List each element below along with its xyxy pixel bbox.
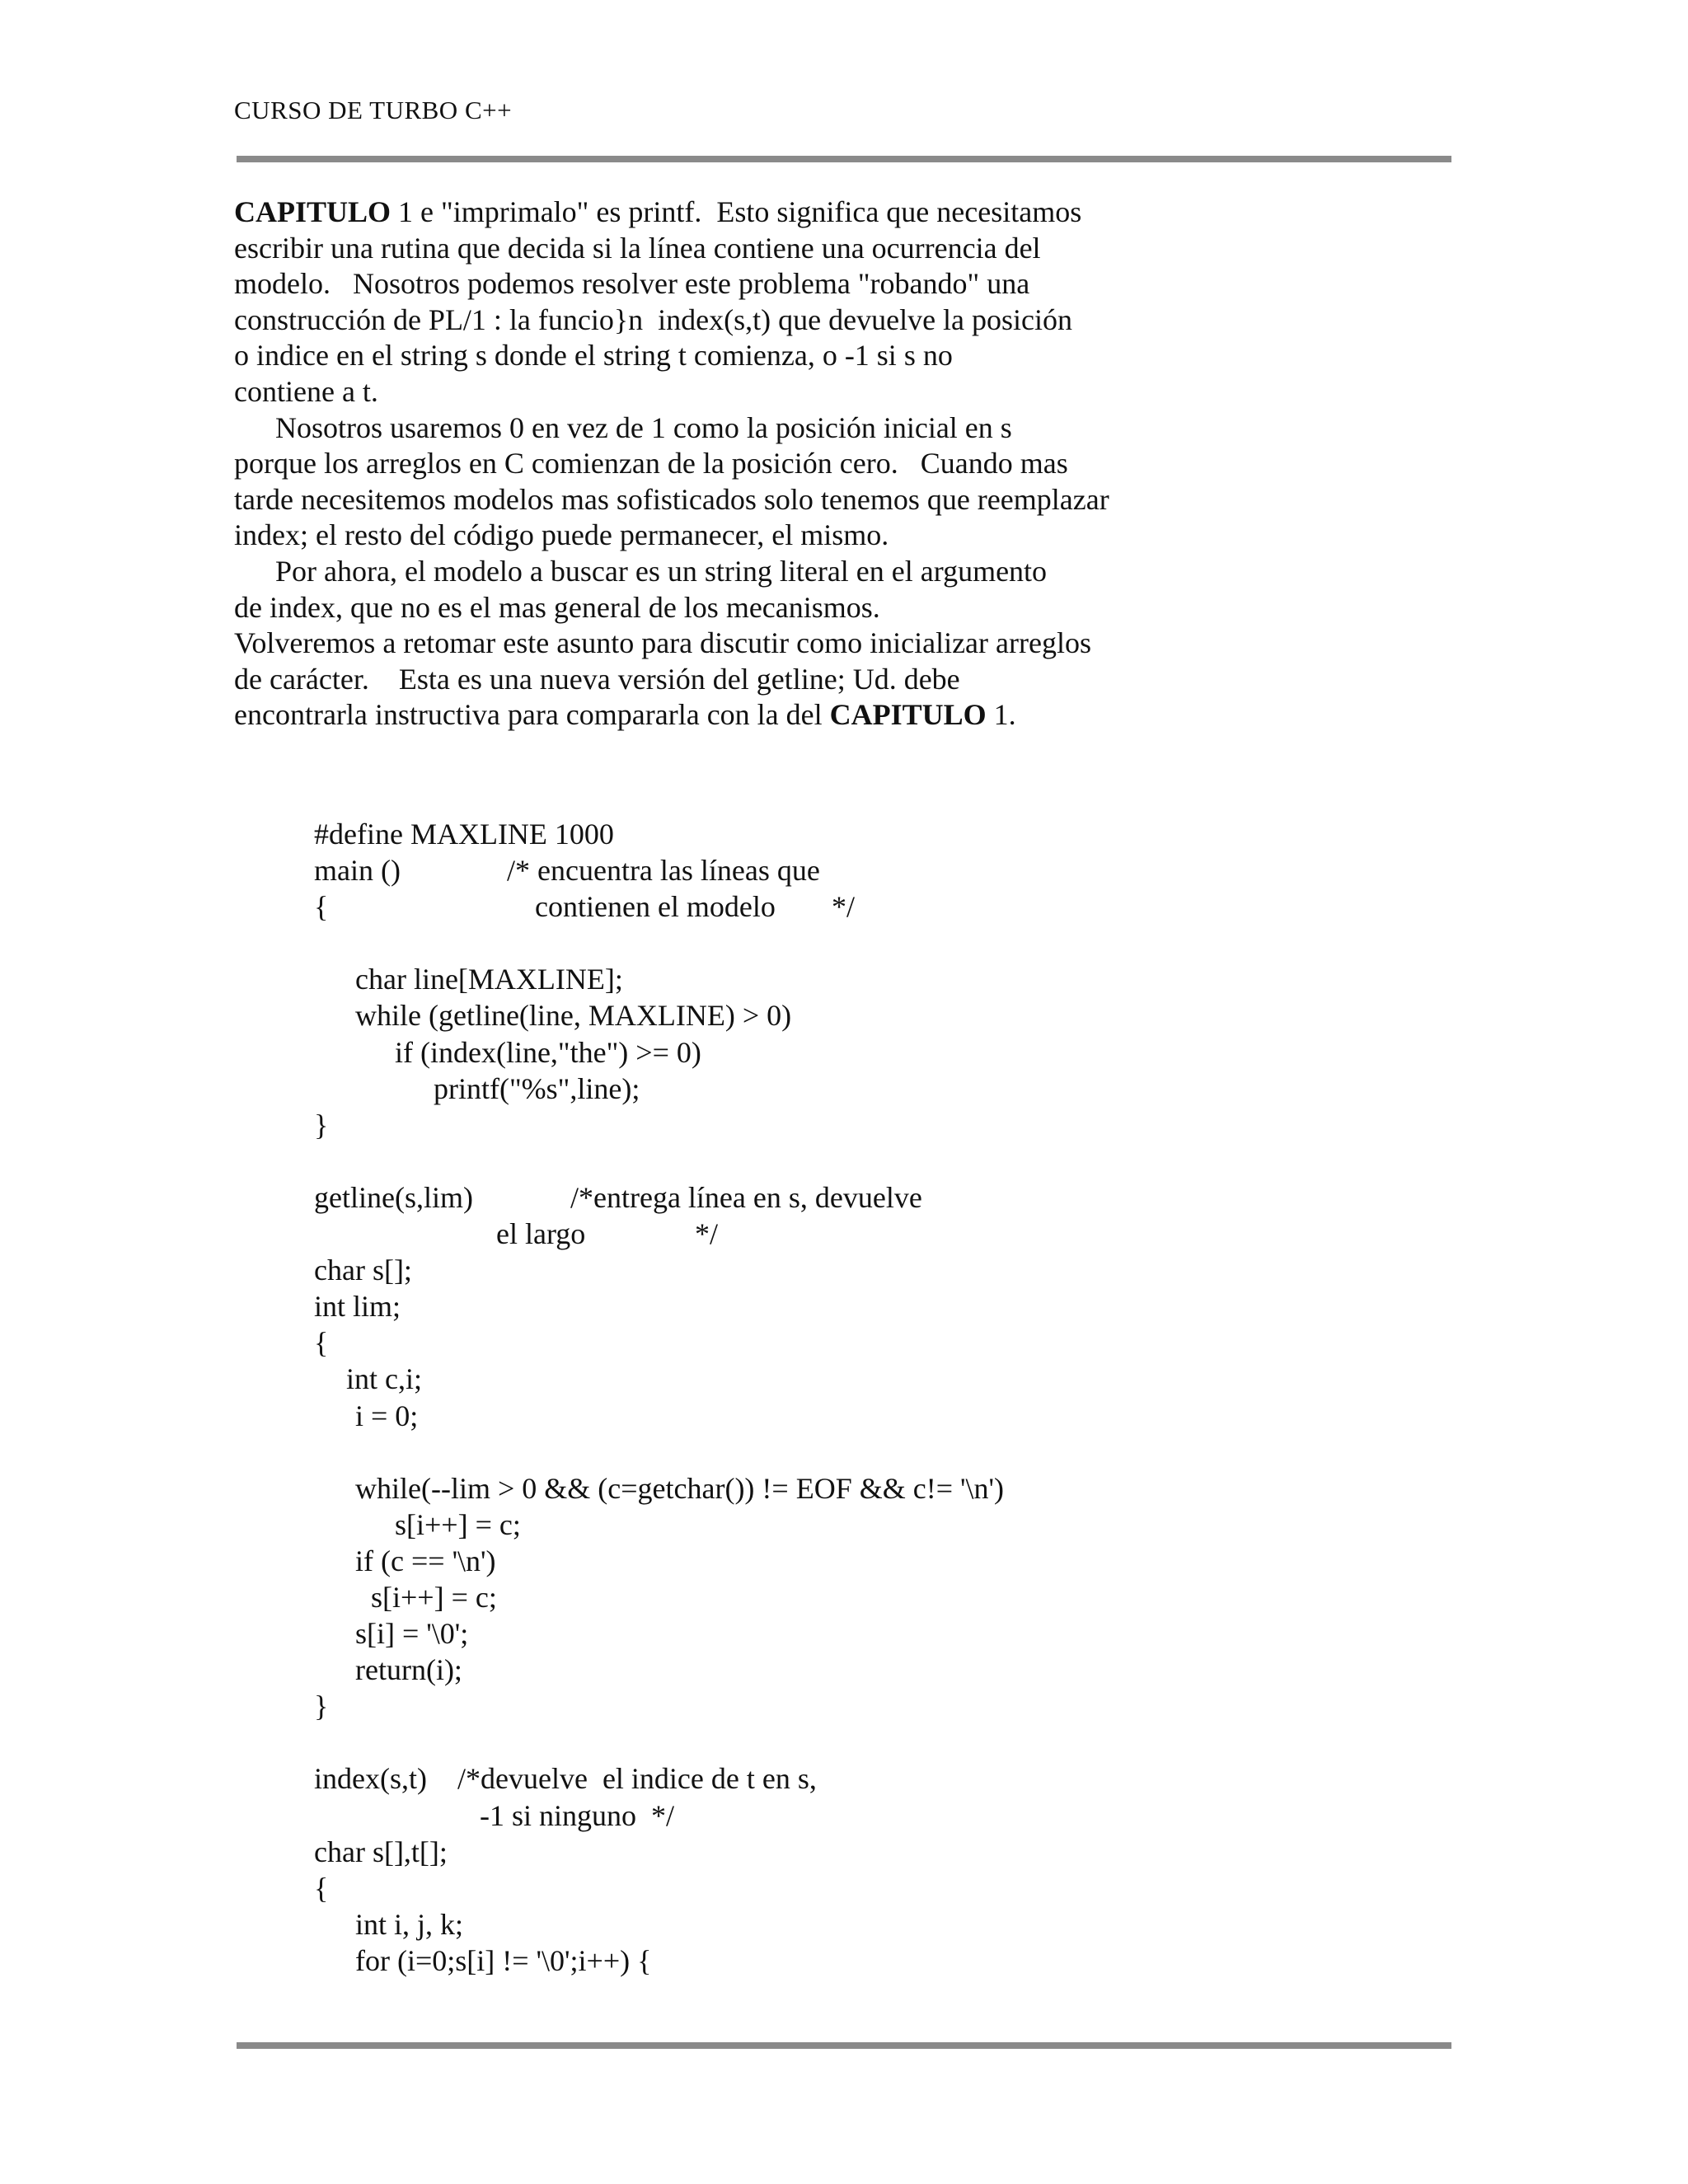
text-line-content: 1. <box>986 698 1016 732</box>
code-line <box>314 816 1386 852</box>
code-text: #define MAXLINE 1000 <box>314 818 614 851</box>
code-line <box>314 961 1386 997</box>
code-line <box>314 1834 1386 1870</box>
code-text: s[i] = '\0'; <box>355 1617 469 1651</box>
code-line <box>314 1179 1386 1216</box>
code-line <box>314 1361 1386 1397</box>
text-line: Nosotros usaremos 0 en vez de 1 como la posición inicial en s <box>275 410 1012 444</box>
text-line: escribir una rutina que decida si la línea contiene una ocurrencia del <box>234 231 1041 265</box>
text-line: tarde necesitemos modelos mas sofisticados solo tenemos que reemplazar <box>234 482 1109 516</box>
text-line: Por ahora, el modelo a buscar es un string literal en el argumento <box>275 554 1048 588</box>
code-text: { <box>314 1871 329 1905</box>
code-line <box>314 1398 1386 1434</box>
code-line <box>314 997 1386 1033</box>
code-line <box>314 1470 1386 1507</box>
text-line-content: encontrarla instructiva para compararla con la del <box>234 698 830 732</box>
code-line <box>314 1797 1386 1834</box>
code-comment: /*entrega línea en s, devuelve <box>570 1180 922 1214</box>
code-line <box>314 1107 1386 1143</box>
code-text: int lim; <box>314 1290 401 1324</box>
text-line <box>234 194 1454 231</box>
code-text: getline(s,lim) <box>314 1180 473 1214</box>
code-blank-line <box>314 1143 1386 1179</box>
code-comment: /*devuelve el indice de t en s, <box>457 1762 817 1796</box>
code-text: } <box>314 1108 329 1141</box>
chapter-ref: CAPITULO <box>829 698 987 732</box>
chapter-ref: CAPITULO <box>234 195 392 228</box>
code-text: int c,i; <box>346 1362 422 1396</box>
code-blank-line <box>314 1724 1386 1760</box>
code-line <box>314 1324 1386 1361</box>
code-line <box>314 1543 1386 1579</box>
text-line: construcción de PL/1 : la funcio}n index(s,t) que devuelve la posición <box>234 302 1073 336</box>
code-comment: /* encuentra las líneas que <box>507 854 820 888</box>
code-listing <box>314 816 1386 1979</box>
code-text: main () <box>314 854 401 888</box>
code-text: { <box>314 890 329 924</box>
code-line <box>314 852 1386 888</box>
text-line: de index, que no es el mas general de los mecanismos. <box>234 590 880 624</box>
code-text: while(--lim > 0 && (c=getchar()) != EOF && c!= '\n') <box>355 1471 1004 1505</box>
text-line: o indice en el string s donde el string t comienza, o -1 si s no <box>234 339 953 373</box>
code-text: i = 0; <box>355 1399 419 1432</box>
header-rule <box>237 156 1451 162</box>
text-line: porque los arreglos en C comienzan de la posición cero. Cuando mas <box>234 447 1068 480</box>
code-text: s[i++] = c; <box>371 1580 497 1614</box>
code-text: index(s,t) <box>314 1762 427 1796</box>
code-comment: el largo <box>496 1217 586 1251</box>
running-header: CURSO DE TURBO C++ <box>234 96 513 124</box>
code-comment: contienen el modelo <box>535 890 776 924</box>
code-text: return(i); <box>355 1653 462 1687</box>
code-line <box>314 1288 1386 1324</box>
code-text: for (i=0;s[i] != '\0';i++) { <box>355 1943 652 1977</box>
code-line <box>314 1034 1386 1071</box>
code-comment: -1 si ninguno */ <box>480 1798 675 1832</box>
code-blank-line <box>314 925 1386 961</box>
code-line <box>314 1579 1386 1615</box>
text-line: de carácter. Esta es una nueva versión del getline; Ud. debe <box>234 662 960 696</box>
code-line <box>314 1688 1386 1724</box>
code-line <box>314 888 1386 925</box>
code-comment: */ <box>695 1217 719 1251</box>
text-line-content: 1 e "imprimalo" es printf. Esto significa que necesitamos <box>391 195 1082 228</box>
code-text: if (c == '\n') <box>355 1544 496 1577</box>
code-text: while (getline(line, MAXLINE) > 0) <box>355 999 792 1033</box>
code-line <box>314 1071 1386 1107</box>
text-line <box>234 697 1454 733</box>
code-text: char s[],t[]; <box>314 1835 448 1868</box>
code-text: printf("%s",line); <box>434 1071 640 1105</box>
text-line: index; el resto del código puede permanecer, el mismo. <box>234 518 889 552</box>
code-text: s[i++] = c; <box>395 1507 521 1541</box>
code-text: } <box>314 1690 329 1723</box>
code-blank-line <box>314 1434 1386 1470</box>
code-line <box>314 1943 1386 1979</box>
code-text: char line[MAXLINE]; <box>355 963 623 996</box>
code-text: int i, j, k; <box>355 1907 464 1941</box>
code-text: char s[]; <box>314 1254 412 1287</box>
code-line <box>314 1760 1386 1797</box>
text-line: Volveremos a retomar este asunto para discutir como inicializar arreglos <box>234 626 1091 660</box>
text-line: contiene a t. <box>234 374 378 408</box>
code-comment: */ <box>832 890 856 924</box>
code-line <box>314 1652 1386 1688</box>
code-line <box>314 1615 1386 1652</box>
code-line <box>314 1252 1386 1288</box>
text-line: modelo. Nosotros podemos resolver este problema "robando" una <box>234 267 1030 301</box>
body-text <box>234 194 1454 733</box>
code-line <box>314 1906 1386 1943</box>
code-line <box>314 1216 1386 1252</box>
code-text: { <box>314 1326 329 1360</box>
code-line <box>314 1870 1386 1906</box>
footer-rule <box>237 2042 1451 2049</box>
code-line <box>314 1507 1386 1543</box>
code-text: if (index(line,"the") >= 0) <box>395 1035 701 1069</box>
